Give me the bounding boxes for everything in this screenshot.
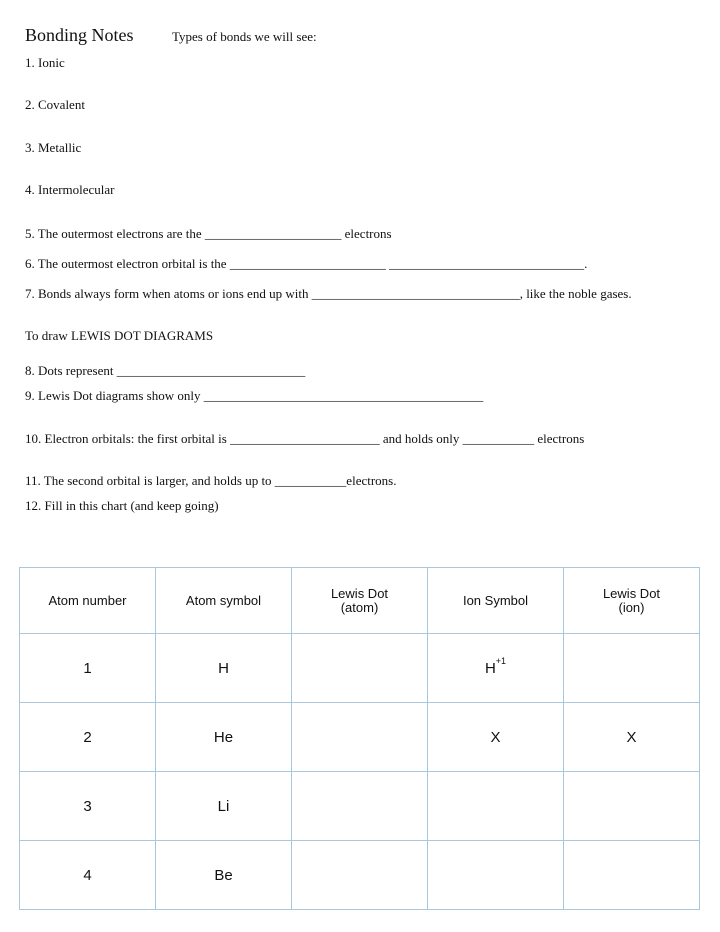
note-7-bonds-form: 7. Bonds always form when atoms or ions end up with ________________________________, like the noble gases. [25,286,632,301]
cell-lewis-dot-ion: X [564,703,700,772]
cell-lewis-dot-atom[interactable] [292,703,428,772]
header-atom-symbol: Atom symbol [156,568,292,634]
note-3-metallic: 3. Metallic [25,140,82,155]
page-title: Bonding Notes [25,25,134,45]
cell-ion-symbol[interactable] [428,772,564,841]
cell-atom-number: 3 [20,772,156,841]
page-subtitle: Types of bonds we will see: [172,29,317,44]
note-1-ionic: 1. Ionic [25,55,65,70]
ion-charge: +1 [495,655,507,666]
cell-atom-symbol: He [156,703,292,772]
bonding-chart [19,567,700,910]
table-row [20,703,700,772]
cell-atom-number: 2 [20,703,156,772]
note-2-covalent: 2. Covalent [25,97,85,112]
note-8-dots: 8. Dots represent _____________________________ [25,363,306,378]
table-row [20,772,700,841]
note-6-outermost-orbital: 6. The outermost electron orbital is the ________________________ ______________________________. [25,256,588,271]
cell-ion-symbol: $H^{+1}$ [428,634,564,703]
note-10-orbitals: 10. Electron orbitals: the first orbital is _______________________ and holds only ___________ electrons [25,431,585,446]
table-row [20,841,700,910]
cell-lewis-dot-ion[interactable] [564,772,700,841]
cell-lewis-dot-atom[interactable] [292,772,428,841]
header-ion-symbol: Ion Symbol [428,568,564,634]
chart-header-row [20,568,700,634]
note-4-intermolecular: 4. Intermolecular [25,182,115,197]
cell-lewis-dot-ion[interactable] [564,841,700,910]
table-row [20,634,700,703]
note-11-second-orbital: 11. The second orbital is larger, and holds up to ___________electrons. [25,473,397,488]
cell-ion-symbol[interactable] [428,841,564,910]
lewis-heading: To draw LEWIS DOT DIAGRAMS [25,328,214,343]
cell-atom-symbol: Be [156,841,292,910]
cell-atom-number: 4 [20,841,156,910]
note-12-fill-chart: 12. Fill in this chart (and keep going) [25,498,219,513]
note-9-lewis-show: 9. Lewis Dot diagrams show only ___________________________________________ [25,388,484,403]
note-5-outermost-electrons: 5. The outermost electrons are the _____________________ electrons [25,226,392,241]
cell-ion-symbol: X [428,703,564,772]
cell-lewis-dot-atom[interactable] [292,841,428,910]
header-lewis-dot-ion: Lewis Dot (ion) [564,568,700,634]
cell-lewis-dot-ion[interactable] [564,634,700,703]
cell-atom-symbol: H [156,634,292,703]
cell-atom-number: 1 [20,634,156,703]
cell-lewis-dot-atom[interactable] [292,634,428,703]
cell-atom-symbol: Li [156,772,292,841]
header-lewis-dot-atom: Lewis Dot (atom) [292,568,428,634]
header-atom-number: Atom number [20,568,156,634]
